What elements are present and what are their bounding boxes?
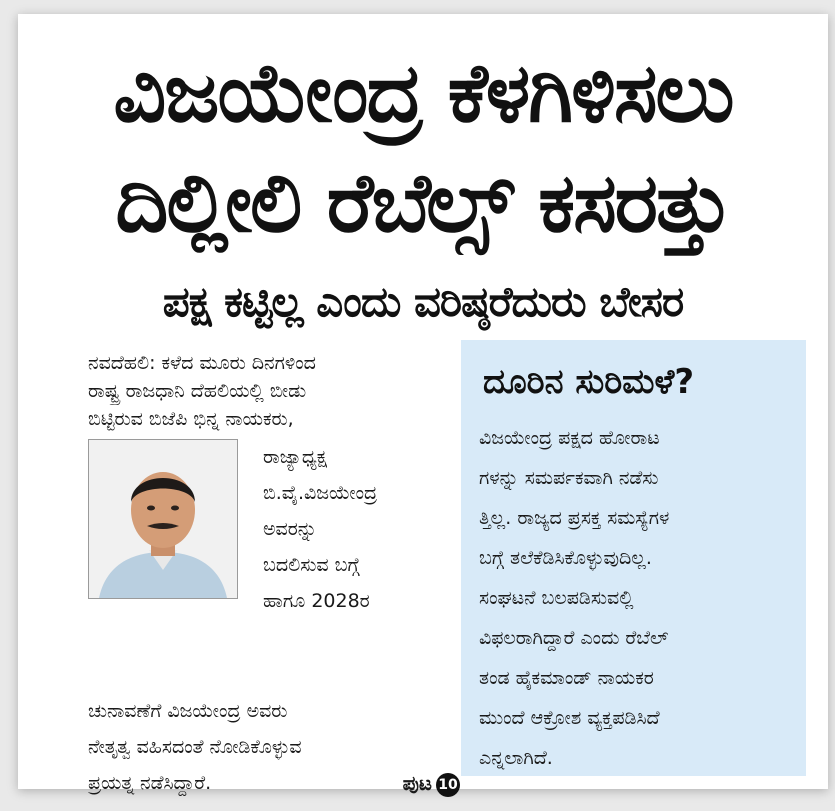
story-line: ನವದೆಹಲಿ: ಕಳೆದ ಮೂರು ದಿನಗಳಿಂದ [88, 352, 316, 374]
headline-line-1: ವಿಜಯೇಂದ್ರ ಕೆಳಗಿಳಿಸಲು [113, 46, 733, 141]
newspaper-clipping [18, 14, 828, 795]
story-line: ರಾಜ್ಯಾಧ್ಯಕ್ಷ [263, 446, 328, 468]
sidebar-box-body [479, 418, 794, 778]
continued-page-number: 10 [436, 773, 460, 797]
sidebar-line: ಗಳನ್ನು ಸಮರ್ಪಕವಾಗಿ ನಡೆಸು [479, 467, 659, 489]
sidebar-line: ಮುಂದೆ ಆಕ್ರೋಶ ವ್ಯಕ್ತಪಡಿಸಿದೆ [479, 707, 660, 729]
story-column [88, 349, 460, 801]
sidebar-line: ವಿಜಯೇಂದ್ರ ಪಕ್ಷದ ಹೋರಾಟ [479, 427, 660, 449]
subheadline: ಪಕ್ಷ ಕಟ್ಟಿಲ್ಲ ಎಂದು ವರಿಷ್ಠರೆದುರು ಬೇಸರ [162, 277, 684, 326]
headline-line-2: ದಿಲ್ಲೀಲಿ ರೆಬೆಲ್ಸ್ ಕಸರತ್ತು [115, 156, 731, 251]
sidebar-line: ಸಂಘಟನೆ ಬಲಪಡಿಸುವಲ್ಲಿ [479, 587, 634, 609]
sidebar-box [461, 340, 806, 776]
story-line: ಬಿ.ವೈ.ವಿಜಯೇಂದ್ರ [263, 482, 378, 504]
photo-wrap-row [88, 439, 460, 689]
story-bottom [88, 693, 460, 801]
continued-on-page [403, 765, 460, 801]
story-line: ಅವರನ್ನು [263, 518, 317, 540]
story-line: ಹಾಗೂ 2028ರ [263, 590, 370, 612]
story-line: ಚುನಾವಣೆಗೆ ವಿಜಯೇಂದ್ರ ಅವರು [88, 700, 288, 722]
story-line: ರಾಷ್ಟ್ರ ರಾಜಧಾನಿ ದೆಹಲಿಯಲ್ಲಿ ಬೀಡು [88, 380, 307, 402]
story-line: ನೇತೃತ್ವ ವಹಿಸದಂತೆ ನೋಡಿಕೊಳ್ಳುವ [88, 736, 302, 758]
sidebar-line: ತಂಡ ಹೈಕಮಾಂಡ್ ನಾಯಕರ [479, 667, 654, 689]
story-last-line-row [88, 765, 460, 801]
sidebar-box-title: ದೂರಿನ ಸುರಿಮಳೆ? [483, 362, 695, 402]
text-beside-photo [263, 439, 460, 619]
sidebar-line: ಎನ್ನಲಾಗಿದೆ. [479, 747, 553, 769]
story-line: ಬಿಟ್ಟಿರುವ ಬಿಜೆಪಿ ಭಿನ್ನ ನಾಯಕರು, [88, 408, 294, 430]
author-photo [88, 439, 238, 599]
sidebar-line: ತ್ತಿಲ್ಲ. ರಾಜ್ಯದ ಪ್ರಸಕ್ತ ಸಮಸ್ಯೆಗಳ [479, 507, 670, 529]
story-line: ಬದಲಿಸುವ ಬಗ್ಗೆ [263, 554, 360, 576]
sidebar-line: ಬಗ್ಗೆ ತಲೆಕೆಡಿಸಿಕೊಳ್ಳುವುದಿಲ್ಲ. [479, 547, 652, 569]
story-line: ಪ್ರಯತ್ನ ನಡೆಸಿದ್ದಾರೆ. [88, 772, 212, 794]
sidebar-line: ವಿಫಲರಾಗಿದ್ದಾರೆ ಎಂದು ರೆಬೆಲ್ [479, 627, 669, 649]
continued-label: ಪುಟ [402, 771, 432, 795]
